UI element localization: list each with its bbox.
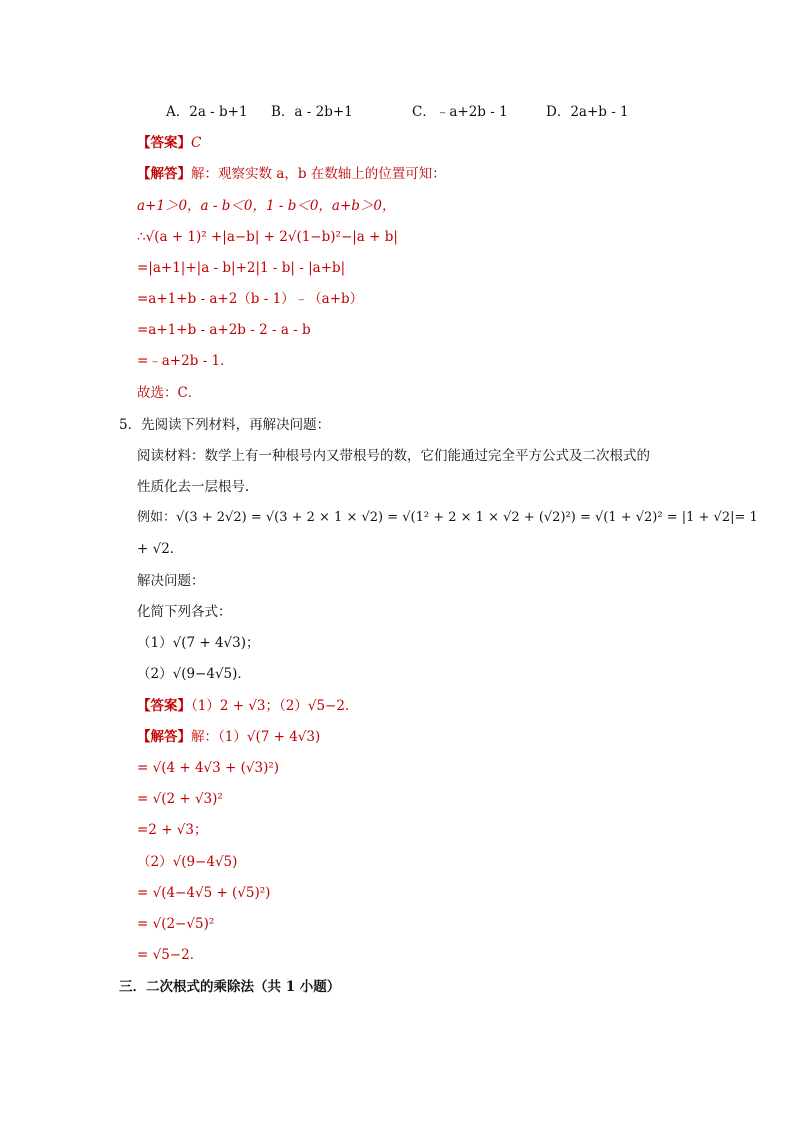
q4-answer-row	[137, 134, 201, 152]
analysis-tag: 【解答】	[137, 729, 191, 745]
q4-step-4: =a+1+b - a+2（b - 1）﹣（a+b）	[137, 291, 364, 307]
option-b: B．a - 2b+1	[271, 104, 353, 120]
analysis-text: 解：观察实数 a，b 在数轴上的位置可知：	[191, 166, 446, 182]
q4-step-1: a+1＞0，a - b＜0，1 - b＜0，a+b＞0，	[137, 198, 396, 214]
option-c: C．﹣a+2b - 1	[412, 104, 508, 120]
q4-step-2: ∴√(a + 1)² +|a−b| + 2√(1−b)²−|a + b|	[137, 229, 398, 245]
section-heading: 三．二次根式的乘除法（共 1 小题）	[119, 979, 341, 995]
q4-step-5: =a+1+b - a+2b - 2 - a - b	[137, 322, 311, 338]
q5-material-line-1: 阅读材料：数学上有一种根号内又带根号的数，它们能通过完全平方公式及二次根式的	[137, 448, 650, 464]
q5-step-2-1: = √(4−4√5 + (√5)²)	[137, 885, 271, 901]
q5-solve-label: 解决问题：	[137, 573, 205, 589]
q5-step-1-2: = √(2 + √3)²	[137, 791, 223, 807]
q5-step-2-3: = √5−2．	[137, 947, 204, 963]
q4-analysis-row	[137, 165, 446, 183]
answer-tag: 【答案】	[137, 698, 191, 714]
q4-conclusion: 故选：C．	[137, 385, 202, 401]
q5-item-2: （2）√(9−4√5)．	[137, 666, 251, 682]
option-a: A．2a - b+1	[166, 104, 248, 120]
q5-step-1-1: = √(4 + 4√3 + (√3)²)	[137, 760, 280, 776]
q5-title: 5．先阅读下列材料，再解决问题：	[119, 417, 331, 433]
q5-step-2-2: = √(2−√5)²	[137, 916, 215, 932]
q5-simplify-label: 化简下列各式：	[137, 604, 232, 620]
q4-step-6: =﹣a+2b - 1．	[137, 353, 234, 369]
answer-tag: 【答案】	[137, 135, 191, 151]
answer-value: C	[191, 135, 202, 151]
q5-material-line-2: 性质化去一层根号．	[137, 479, 259, 495]
q5-part-2: （2）√(9−4√5)	[137, 854, 238, 870]
q5-item-1: （1）√(7 + 4√3)；	[137, 635, 260, 651]
analysis-first: 解：（1）√(7 + 4√3)	[191, 729, 321, 745]
q5-answer-row	[137, 697, 358, 715]
option-d: D．2a+b - 1	[546, 104, 629, 120]
q5-example-line-1: 例如：√(3 + 2√2) = √(3 + 2 × 1 × √2) = √(1² + 2 × 1 × √2 + (√2)²) = √(1 + √2)² = |1 + √2|= 1	[137, 510, 758, 525]
q5-analysis-row	[137, 728, 320, 746]
q4-step-3: =|a+1|+|a - b|+2|1 - b| - |a+b|	[137, 260, 346, 276]
answer-value: （1）2 + √3；（2）√5−2．	[191, 698, 359, 714]
q5-example-line-2: + √2．	[137, 541, 184, 557]
q5-step-1-3: =2 + √3；	[137, 822, 208, 838]
analysis-tag: 【解答】	[137, 166, 191, 182]
